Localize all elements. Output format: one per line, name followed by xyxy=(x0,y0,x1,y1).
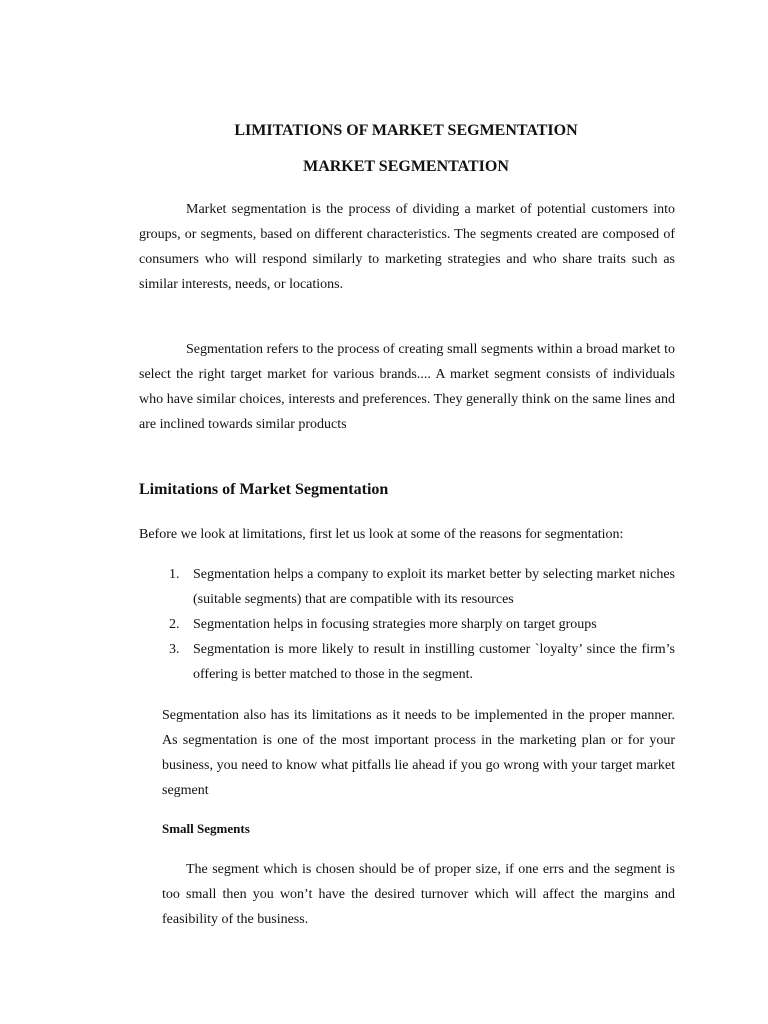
list-item-text: Segmentation helps a company to exploit its market better by selecting market niches (suitable segments) that are compatible with its resources xyxy=(193,567,675,607)
small-segments-paragraph: The segment which is chosen should be of proper size, if one errs and the segment is too small then you won’t have the desired turnover which will affect the margins and feasibility of the business. xyxy=(162,862,675,927)
reasons-list xyxy=(162,562,675,687)
list-number: 1. xyxy=(169,567,180,582)
list-number: 3. xyxy=(169,642,180,657)
small-segments-heading: Small Segments xyxy=(162,821,250,836)
sub-title: MARKET SEGMENTATION xyxy=(303,158,509,175)
main-title: LIMITATIONS OF MARKET SEGMENTATION xyxy=(234,122,578,139)
list-number: 2. xyxy=(169,617,180,632)
list-item-text: Segmentation helps in focusing strategies more sharply on target groups xyxy=(193,617,597,632)
list-item xyxy=(162,637,675,687)
section-heading: Limitations of Market Segmentation xyxy=(139,481,389,498)
list-item xyxy=(162,562,675,612)
list-item-text: Segmentation is more likely to result in instilling customer `loyalty’ since the firm’s offering is better matched to those in the segment. xyxy=(193,642,675,682)
intro-text: Before we look at limitations, first let us look at some of the reasons for segmentation: xyxy=(139,527,624,542)
segmentation-paragraph: Segmentation refers to the process of creating small segments within a broad market to select the right target market for various brands.... A market segment consists of individuals who have similar choices, interests and preferences. They generally think on the same lines and are inclined towards similar products xyxy=(139,342,675,432)
definition-paragraph: Market segmentation is the process of dividing a market of potential customers into groups, or segments, based on different characteristics. The segments created are composed of consumers who will respond similarly to marketing strategies and who share traits such as similar interests, needs, or locations. xyxy=(139,202,675,292)
list-item xyxy=(162,612,675,637)
limitations-paragraph: Segmentation also has its limitations as it needs to be implemented in the proper manner. As segmentation is one of the most important process in the marketing plan or for your business, you need to know what pitfalls lie ahead if you go wrong with your target market segment xyxy=(162,708,675,798)
